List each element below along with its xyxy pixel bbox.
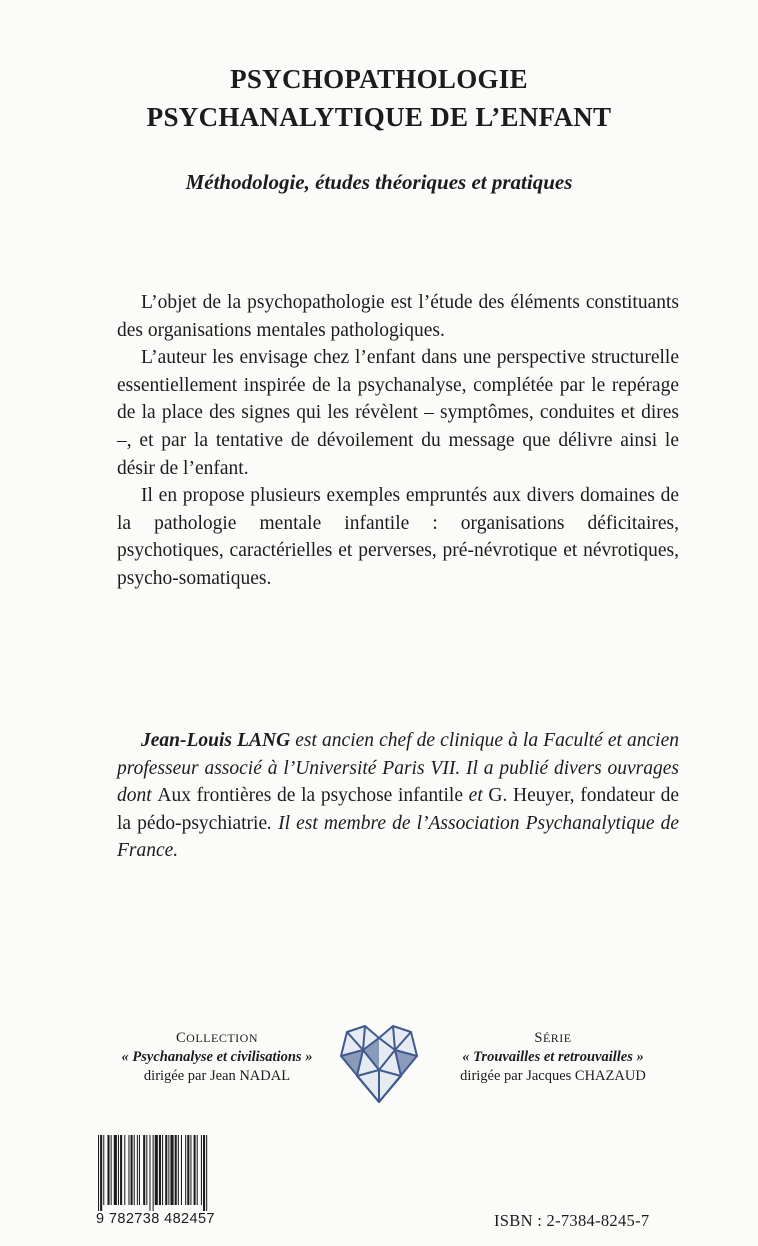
collection-name: « Psychanalyse et civilisations »	[121, 1049, 313, 1065]
author-book-2: G. Heuyer, fondateur de la pédo-psychiatrie	[117, 785, 680, 834]
barcode-bar	[131, 1135, 133, 1205]
barcode-bar	[137, 1135, 138, 1205]
barcode-bar	[178, 1135, 179, 1205]
collection-label-rest: OLLECTION	[186, 1031, 258, 1045]
author-bio-text-2: et	[462, 785, 489, 807]
barcode-number: 9 782738 482457	[96, 1211, 215, 1227]
isbn: ISBN : 2-7384-8245-7	[494, 1211, 650, 1230]
barcode-bar	[185, 1135, 186, 1205]
barcode-bar	[168, 1135, 169, 1205]
serie-info	[438, 1029, 668, 1086]
description-paragraph-1: L’objet de la psychopathologie est l’étude des éléments constituants des organisations mentales pathologiques.	[117, 292, 679, 341]
barcode-bar	[146, 1135, 147, 1205]
title-line-1: PSYCHOPATHOLOGIE	[230, 64, 528, 94]
collection-label	[102, 1029, 332, 1048]
serie-label-rest: ÉRIE	[542, 1031, 572, 1045]
barcode-bar	[181, 1135, 182, 1205]
serie-label-cap: S	[534, 1030, 543, 1046]
barcode-bar	[143, 1135, 145, 1205]
description-paragraph-2: L’auteur les envisage chez l’enfant dans une perspective structurelle essentiellement inspirée de la psychanalyse, complétée par le repérage de la place des signes qui les révèlent – symptômes, conduites et dires –, et par la tentative de dévoilement du message que délivre ainsi le désir de l’enfant.	[117, 347, 679, 479]
description	[117, 289, 679, 593]
barcode-bar	[120, 1135, 122, 1205]
barcode-bar	[170, 1135, 173, 1205]
title-line-2: PSYCHANALYTIQUE DE L’ENFANT	[146, 102, 612, 132]
barcode-bar	[190, 1135, 191, 1205]
crystal-heart-logo	[333, 1020, 425, 1106]
barcode-bar	[155, 1135, 158, 1205]
barcode-bar	[111, 1135, 112, 1205]
collection-label-cap: C	[176, 1030, 187, 1046]
barcode-bar	[98, 1135, 99, 1211]
collection-director: dirigée par Jean NADAL	[143, 1068, 291, 1084]
barcode-bar	[197, 1135, 198, 1205]
barcode-bar	[162, 1135, 163, 1205]
barcode-bar	[165, 1135, 167, 1205]
barcode-bar	[103, 1135, 104, 1205]
author-bio	[117, 727, 679, 865]
description-paragraph-3: Il en propose plusieurs exemples empruntés aux divers domaines de la pathologie mentale infantile : organisations déficitaires, psychotiques, caractérielles et perverses, pré-névrotique et névrotiques, psycho-somatiques.	[117, 485, 679, 589]
author-book-1: Aux frontières de la psychose infantile	[157, 785, 463, 807]
barcode-bar	[139, 1135, 140, 1205]
ean-barcode	[96, 1135, 253, 1211]
barcode-bar	[194, 1135, 196, 1205]
barcode-bar	[107, 1135, 109, 1205]
collection-info	[102, 1029, 332, 1086]
barcode-bar	[118, 1135, 119, 1205]
barcode-bar	[175, 1135, 177, 1205]
barcode-bar	[153, 1135, 154, 1211]
barcode-bar	[159, 1135, 161, 1205]
author-name: Jean-Louis LANG	[141, 730, 291, 751]
barcode-bar	[128, 1135, 129, 1205]
serie-director: dirigée par Jacques CHAZAUD	[460, 1068, 646, 1084]
subtitle: Méthodologie, études théoriques et pratiques	[185, 170, 573, 194]
serie-name: « Trouvailles et retrouvailles »	[462, 1049, 644, 1065]
author-bio-text-3: . Il est membre de l’Association Psychanalytique de France.	[117, 812, 679, 862]
author-bio-text-1: est ancien chef de clinique à la Faculté et ancien professeur associé à l’Université Paris VII. Il a publié divers ouvrages dont	[117, 730, 679, 807]
barcode-bar	[203, 1135, 205, 1211]
barcode-bar	[201, 1135, 202, 1205]
serie-label	[438, 1029, 668, 1048]
barcode-bar	[114, 1135, 117, 1205]
barcode-bar	[187, 1135, 189, 1205]
barcode-bar	[134, 1135, 135, 1205]
barcode-bar	[124, 1135, 125, 1205]
barcode-bar	[100, 1135, 102, 1211]
barcode-bar	[149, 1135, 150, 1211]
barcode-bar	[206, 1135, 207, 1211]
